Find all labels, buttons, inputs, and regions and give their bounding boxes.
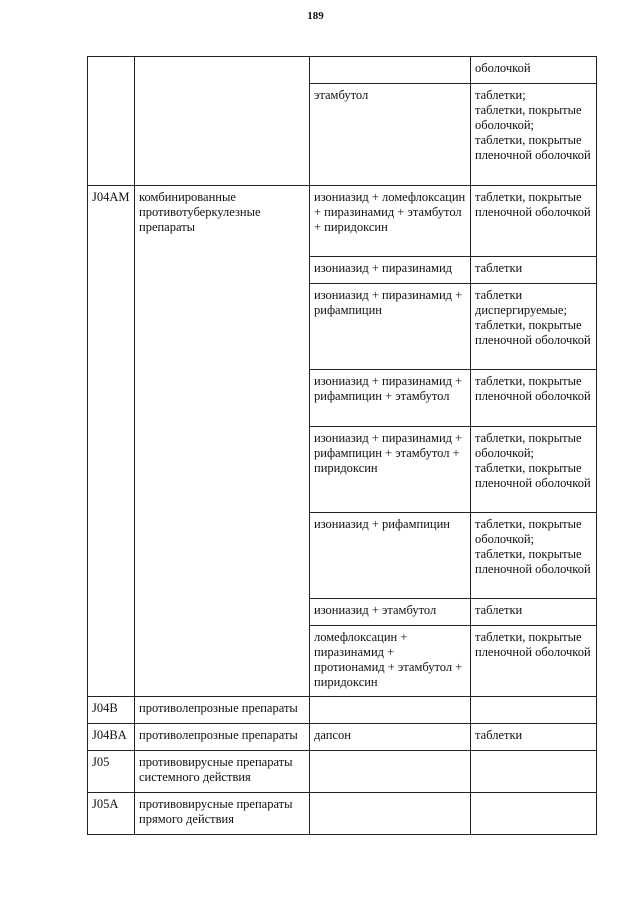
drug-name-cell: ломефлоксацин + пиразинамид + протионамид + этамбутол + пиридоксин	[310, 626, 471, 697]
atc-code-cell: J05A	[88, 793, 135, 835]
drug-name-cell	[310, 751, 471, 793]
atc-code-cell: J05	[88, 751, 135, 793]
dosage-form-cell: таблетки	[471, 599, 597, 626]
drug-name-cell: изониазид + ломефлоксацин + пиразинамид + этамбутол + пиридоксин	[310, 186, 471, 257]
dosage-form-cell: таблетки, покрытые оболочкой; таблетки, покрытые пленочной оболочкой	[471, 427, 597, 513]
table-row	[88, 57, 597, 84]
dosage-form-cell: оболочкой	[471, 57, 597, 84]
drug-name-cell: изониазид + рифампицин	[310, 513, 471, 599]
atc-code-cell: J04AM	[88, 186, 135, 697]
dosage-form-cell: таблетки, покрытые пленочной оболочкой	[471, 370, 597, 427]
table-row	[88, 751, 597, 793]
drug-group-cell: комбинированные противотуберкулезные препараты	[135, 186, 310, 697]
table-row	[88, 186, 597, 257]
dosage-form-cell: таблетки	[471, 724, 597, 751]
dosage-form-cell	[471, 751, 597, 793]
drug-name-cell: изониазид + этамбутол	[310, 599, 471, 626]
drug-group-cell: противолепрозные препараты	[135, 697, 310, 724]
atc-code-cell: J04B	[88, 697, 135, 724]
drug-name-cell	[310, 57, 471, 84]
dosage-form-cell: таблетки, покрытые оболочкой; таблетки, покрытые пленочной оболочкой	[471, 513, 597, 599]
drug-name-cell	[310, 793, 471, 835]
dosage-form-cell: таблетки диспергируемые; таблетки, покрытые пленочной оболочкой	[471, 284, 597, 370]
dosage-form-cell: таблетки, покрытые пленочной оболочкой	[471, 626, 597, 697]
table-row	[88, 793, 597, 835]
drug-name-cell: дапсон	[310, 724, 471, 751]
drug-group-cell: противолепрозные препараты	[135, 724, 310, 751]
dosage-form-cell: таблетки	[471, 257, 597, 284]
dosage-form-cell: таблетки, покрытые пленочной оболочкой	[471, 186, 597, 257]
dosage-form-cell	[471, 793, 597, 835]
drug-name-cell: изониазид + пиразинамид + рифампицин + этамбутол	[310, 370, 471, 427]
drug-group-cell: противовирусные препараты системного действия	[135, 751, 310, 793]
drug-name-cell: изониазид + пиразинамид	[310, 257, 471, 284]
table-row	[88, 697, 597, 724]
atc-code-cell	[88, 57, 135, 186]
drug-group-cell: противовирусные препараты прямого действия	[135, 793, 310, 835]
page-number: 189	[307, 10, 324, 22]
drug-name-cell: изониазид + пиразинамид + рифампицин + этамбутол + пиридоксин	[310, 427, 471, 513]
drug-name-cell: этамбутол	[310, 84, 471, 186]
dosage-form-cell: таблетки; таблетки, покрытые оболочкой; таблетки, покрытые пленочной оболочкой	[471, 84, 597, 186]
table-row	[88, 724, 597, 751]
drug-group-cell	[135, 57, 310, 186]
atc-code-cell: J04BA	[88, 724, 135, 751]
drug-name-cell: изониазид + пиразинамид + рифампицин	[310, 284, 471, 370]
drug-name-cell	[310, 697, 471, 724]
drug-table	[87, 56, 597, 835]
dosage-form-cell	[471, 697, 597, 724]
